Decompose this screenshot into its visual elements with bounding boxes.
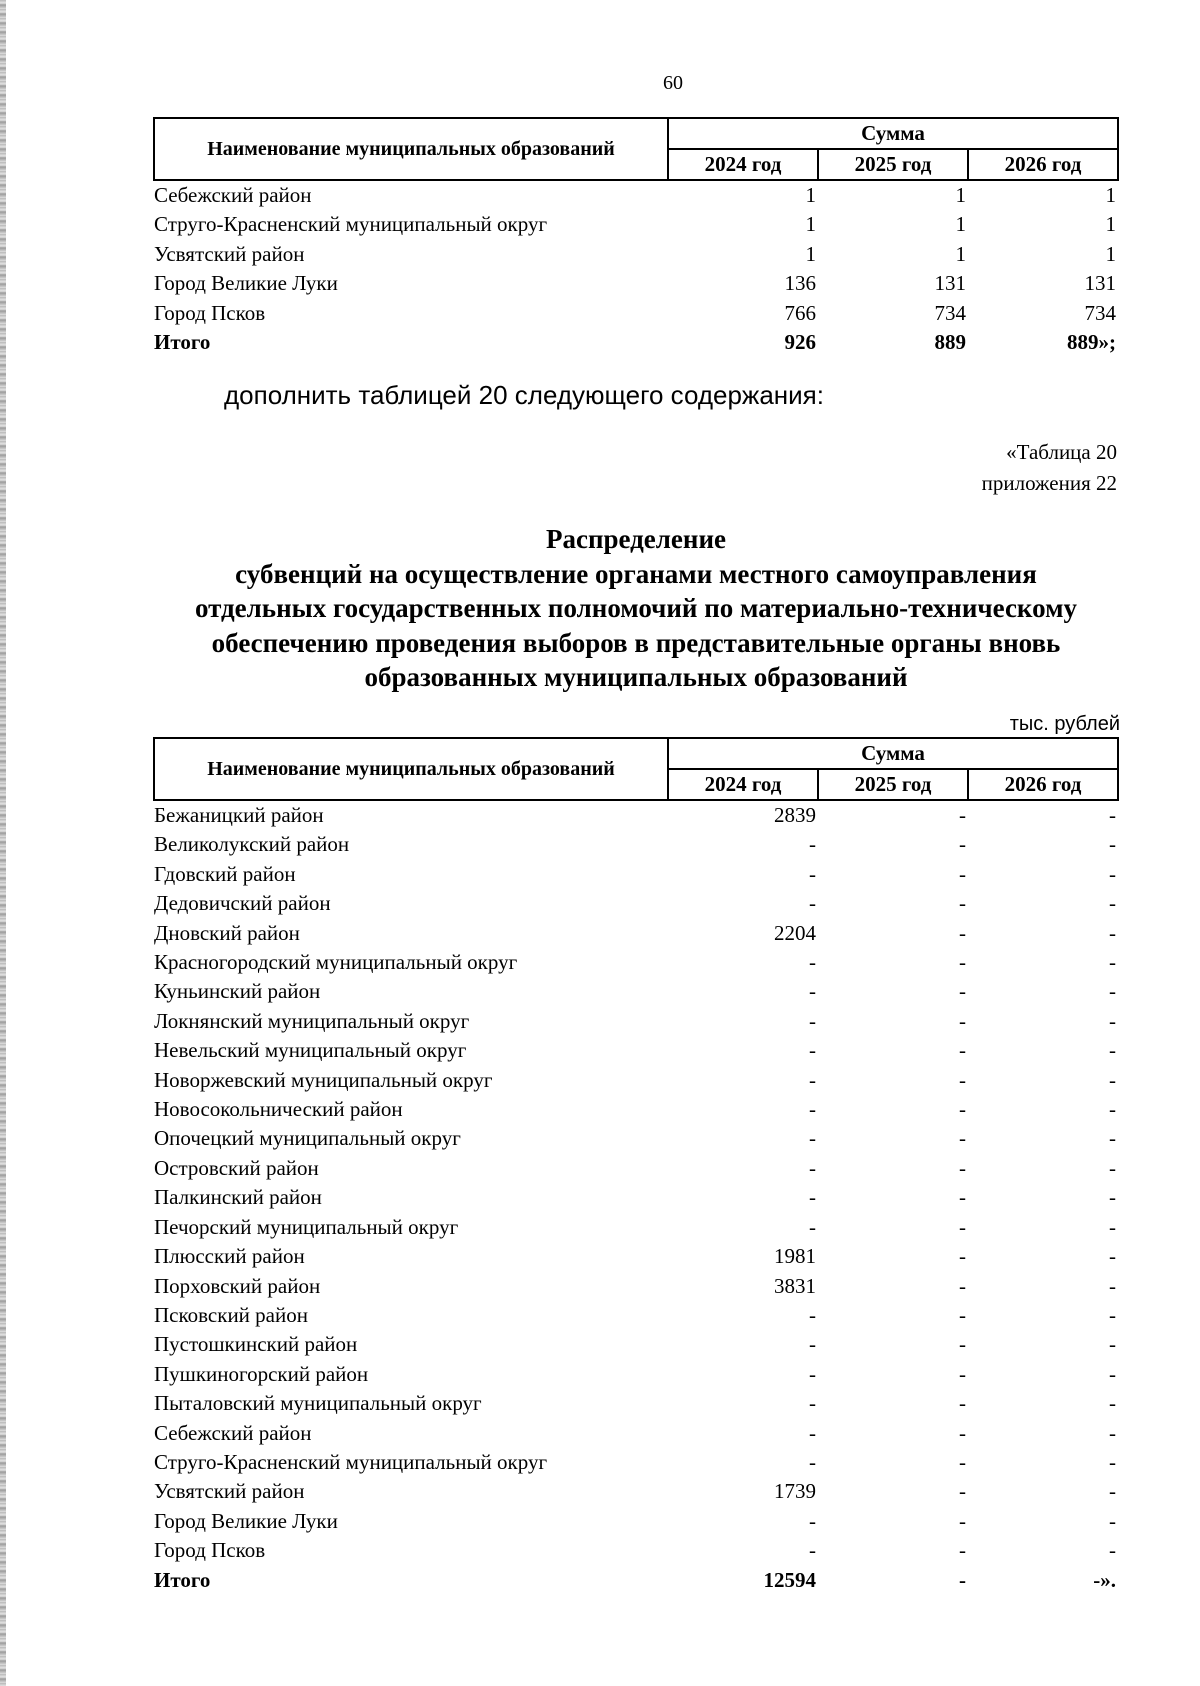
cell-2024: 1 <box>805 212 816 237</box>
cell-2026: 1 <box>1105 241 1117 266</box>
cell-2026: - <box>1109 1479 1117 1504</box>
page-number: 60 <box>663 72 683 94</box>
cell-2026: 889»; <box>1067 330 1117 355</box>
cell-2024: - <box>809 1391 816 1416</box>
cell-name: Опочецкий муниципальный округ <box>154 1126 461 1151</box>
table-row <box>154 1389 1118 1418</box>
cell-2025: 1 <box>955 212 966 237</box>
table-row <box>154 1183 1118 1212</box>
cell-name: Невельский муниципальный округ <box>154 1038 467 1063</box>
cell-2024: - <box>809 1126 816 1151</box>
table-row <box>154 210 1118 239</box>
cell-2025: - <box>959 1449 966 1474</box>
table-row <box>154 919 1118 948</box>
cell-2026: - <box>1109 950 1117 975</box>
cell-2024: - <box>809 1155 816 1180</box>
table-row <box>154 1536 1118 1565</box>
cell-name: Дедовичский район <box>154 891 331 916</box>
cell-2026: - <box>1109 861 1117 886</box>
cell-2026: - <box>1109 920 1117 945</box>
cell-2026: 1 <box>1105 183 1117 207</box>
cell-name: Гдовский район <box>154 861 296 886</box>
cell-name: Город Псков <box>154 1538 266 1563</box>
cell-2026: 1 <box>1105 212 1117 237</box>
cell-2025: - <box>959 1508 966 1533</box>
table-row <box>154 1272 1118 1301</box>
table-row <box>154 948 1118 977</box>
units-label: тыс. рублей <box>1009 713 1120 735</box>
table-body <box>154 800 1118 1595</box>
cell-2024: 3831 <box>774 1273 816 1298</box>
header-year-2024: 2024 год <box>668 149 818 180</box>
table-row <box>154 860 1118 889</box>
cell-name: Итого <box>154 1567 211 1592</box>
cell-2026: - <box>1109 1273 1117 1298</box>
cell-2024: 2204 <box>774 920 816 945</box>
table-row <box>154 269 1118 298</box>
cell-name: Себежский район <box>154 1420 312 1445</box>
table-row <box>154 1507 1118 1536</box>
cell-2025: - <box>959 1302 966 1327</box>
cell-2025: - <box>959 1273 966 1298</box>
header-name-column: Наименование муниципальных образований <box>154 118 668 180</box>
table-row <box>154 889 1118 918</box>
table-row <box>154 1419 1118 1448</box>
header-year-2024: 2024 год <box>668 769 818 800</box>
cell-2025: - <box>959 832 966 857</box>
cell-2026: - <box>1109 1185 1117 1210</box>
table-row <box>154 1301 1118 1330</box>
cell-2026: - <box>1109 1332 1117 1357</box>
table-row <box>154 977 1118 1006</box>
header-year-2025: 2025 год <box>818 149 968 180</box>
cell-2024: 1739 <box>774 1479 816 1504</box>
table-reference-line: «Таблица 20 <box>1006 440 1117 464</box>
cell-2026: - <box>1109 1038 1117 1063</box>
table-row <box>154 1036 1118 1065</box>
cell-2026: - <box>1109 803 1117 827</box>
cell-2024: - <box>809 1008 816 1033</box>
cell-2024: - <box>809 1302 816 1327</box>
cell-2025: - <box>959 1067 966 1092</box>
cell-2024: - <box>809 950 816 975</box>
cell-2025: - <box>959 861 966 886</box>
cell-2025: 1 <box>955 183 966 207</box>
cell-2025: - <box>959 1361 966 1386</box>
cell-2026: - <box>1109 1449 1117 1474</box>
cell-2025: - <box>959 979 966 1004</box>
cell-2025: - <box>959 1244 966 1269</box>
cell-2024: 2839 <box>774 803 816 827</box>
cell-2025: - <box>959 891 966 916</box>
header-sum: Сумма <box>668 738 1118 769</box>
cell-2025: 889 <box>934 330 966 355</box>
cell-name: Псковский район <box>154 1302 308 1327</box>
header-year-2025: 2025 год <box>818 769 968 800</box>
cell-2026: - <box>1109 1538 1117 1563</box>
cell-2026: - <box>1109 832 1117 857</box>
cell-2024: - <box>809 1449 816 1474</box>
title-line: субвенций на осуществление органами местного самоуправления <box>235 558 1037 589</box>
cell-2024: 12594 <box>763 1567 816 1592</box>
cell-2024: - <box>809 1420 816 1445</box>
title-line: отдельных государственных полномочий по материально-техническому <box>194 593 1078 623</box>
cell-2024: 1 <box>805 183 816 207</box>
cell-2025: - <box>959 1185 966 1210</box>
cell-2026: 734 <box>1084 300 1117 325</box>
title-line: образованных муниципальных образований <box>364 662 908 692</box>
table-row <box>154 1330 1118 1359</box>
cell-2025: 131 <box>934 271 966 296</box>
cell-name: Итого <box>154 330 211 355</box>
cell-name: Куньинский район <box>154 979 321 1004</box>
scan-edge <box>0 0 6 1686</box>
cell-2026: - <box>1109 1097 1117 1122</box>
cell-2025: - <box>959 1097 966 1122</box>
cell-name: Красногородский муниципальный округ <box>154 950 518 975</box>
cell-name: Струго-Красненский муниципальный округ <box>154 212 548 237</box>
cell-name: Струго-Красненский муниципальный округ <box>154 1449 548 1474</box>
table-reference <box>982 437 1117 499</box>
cell-2024: - <box>809 891 816 916</box>
cell-2026: - <box>1109 1126 1117 1151</box>
cell-name: Город Великие Луки <box>154 1508 338 1533</box>
cell-2025: - <box>959 1391 966 1416</box>
cell-2024: - <box>809 1508 816 1533</box>
cell-2024: 1 <box>805 241 816 266</box>
cell-name: Великолукский район <box>154 832 350 857</box>
table-title <box>153 522 1119 695</box>
cell-2026: - <box>1109 1244 1117 1269</box>
total-row <box>154 328 1118 357</box>
cell-2024: 766 <box>784 300 816 325</box>
cell-2025: - <box>959 1567 966 1592</box>
cell-2024: - <box>809 1332 816 1357</box>
cell-2026: - <box>1109 1508 1117 1533</box>
cell-2025: - <box>959 1155 966 1180</box>
cell-name: Новоржевский муниципальный округ <box>154 1067 493 1092</box>
table-row <box>154 1066 1118 1095</box>
title-line: обеспечению проведения выборов в представительные органы вновь <box>211 627 1061 658</box>
cell-name: Город Великие Луки <box>154 271 338 296</box>
cell-2025: - <box>959 950 966 975</box>
cell-2024: - <box>809 1097 816 1122</box>
cell-2026: - <box>1109 1214 1117 1239</box>
cell-name: Локнянский муниципальный округ <box>154 1008 470 1033</box>
cell-2024: - <box>809 1038 816 1063</box>
cell-name: Плюсский район <box>154 1244 305 1269</box>
header-sum: Сумма <box>668 118 1118 149</box>
table-row <box>154 1154 1118 1183</box>
cell-2026: - <box>1109 979 1117 1004</box>
cell-2024: 136 <box>784 271 816 296</box>
cell-2025: - <box>959 1126 966 1151</box>
total-row <box>154 1566 1118 1595</box>
cell-name: Усвятский район <box>154 1479 305 1504</box>
cell-2026: - <box>1109 1391 1117 1416</box>
table-row <box>154 1095 1118 1124</box>
cell-name: Пыталовский муниципальный округ <box>154 1391 482 1416</box>
cell-name: Дновский район <box>154 920 300 945</box>
cell-2025: - <box>959 1479 966 1504</box>
cell-name: Пустошкинский район <box>154 1332 358 1357</box>
cell-2024: 926 <box>784 330 816 355</box>
cell-name: Усвятский район <box>154 241 305 266</box>
cell-2025: - <box>959 803 966 827</box>
title-line: Распределение <box>545 524 727 554</box>
cell-name: Пушкиногорский район <box>154 1361 369 1386</box>
header-year-2026: 2026 год <box>968 149 1118 180</box>
intro-text: дополнить таблицей 20 следующего содержания: <box>224 380 824 410</box>
table-reference-line: приложения 22 <box>981 471 1117 495</box>
cell-2024: - <box>809 1185 816 1210</box>
cell-name: Палкинский район <box>154 1185 322 1210</box>
cell-name: Бежаницкий район <box>154 803 324 827</box>
table-row <box>154 1360 1118 1389</box>
cell-2025: 734 <box>934 300 966 325</box>
table-row <box>154 180 1118 210</box>
cell-name: Печорский муниципальный округ <box>154 1214 459 1239</box>
table-row <box>154 1242 1118 1271</box>
cell-2025: - <box>959 1038 966 1063</box>
cell-2024: - <box>809 979 816 1004</box>
cell-name: Город Псков <box>154 300 266 325</box>
table-body <box>154 180 1118 357</box>
cell-2026: - <box>1109 891 1117 916</box>
table-row <box>154 800 1118 830</box>
table-continuation <box>153 117 1119 357</box>
cell-2024: 1981 <box>774 1244 816 1269</box>
header-year-2026: 2026 год <box>968 769 1118 800</box>
cell-2026: -». <box>1093 1567 1117 1592</box>
cell-2026: - <box>1109 1302 1117 1327</box>
cell-2024: - <box>809 1214 816 1239</box>
cell-2025: - <box>959 920 966 945</box>
table-row <box>154 1213 1118 1242</box>
cell-name: Новосокольнический район <box>154 1097 403 1122</box>
cell-2025: 1 <box>955 241 966 266</box>
table-row <box>154 1448 1118 1477</box>
cell-2025: - <box>959 1008 966 1033</box>
header-name-column: Наименование муниципальных образований <box>154 738 668 800</box>
table-row <box>154 1007 1118 1036</box>
table-row <box>154 1124 1118 1153</box>
cell-2026: 131 <box>1084 271 1117 296</box>
cell-2025: - <box>959 1214 966 1239</box>
cell-2024: - <box>809 1361 816 1386</box>
cell-2026: - <box>1109 1155 1117 1180</box>
cell-2026: - <box>1109 1008 1117 1033</box>
table-row <box>154 830 1118 859</box>
table-row <box>154 299 1118 328</box>
table-row <box>154 240 1118 269</box>
cell-2024: - <box>809 1067 816 1092</box>
cell-2025: - <box>959 1332 966 1357</box>
cell-name: Порховский район <box>154 1273 321 1298</box>
cell-2026: - <box>1109 1361 1117 1386</box>
cell-2025: - <box>959 1538 966 1563</box>
cell-2024: - <box>809 1538 816 1563</box>
cell-2025: - <box>959 1420 966 1445</box>
cell-2024: - <box>809 832 816 857</box>
cell-2026: - <box>1109 1420 1117 1445</box>
table-row <box>154 1477 1118 1506</box>
cell-name: Островский район <box>154 1155 319 1180</box>
cell-name: Себежский район <box>154 183 312 207</box>
cell-2024: - <box>809 861 816 886</box>
table-20 <box>153 737 1119 1595</box>
cell-2026: - <box>1109 1067 1117 1092</box>
